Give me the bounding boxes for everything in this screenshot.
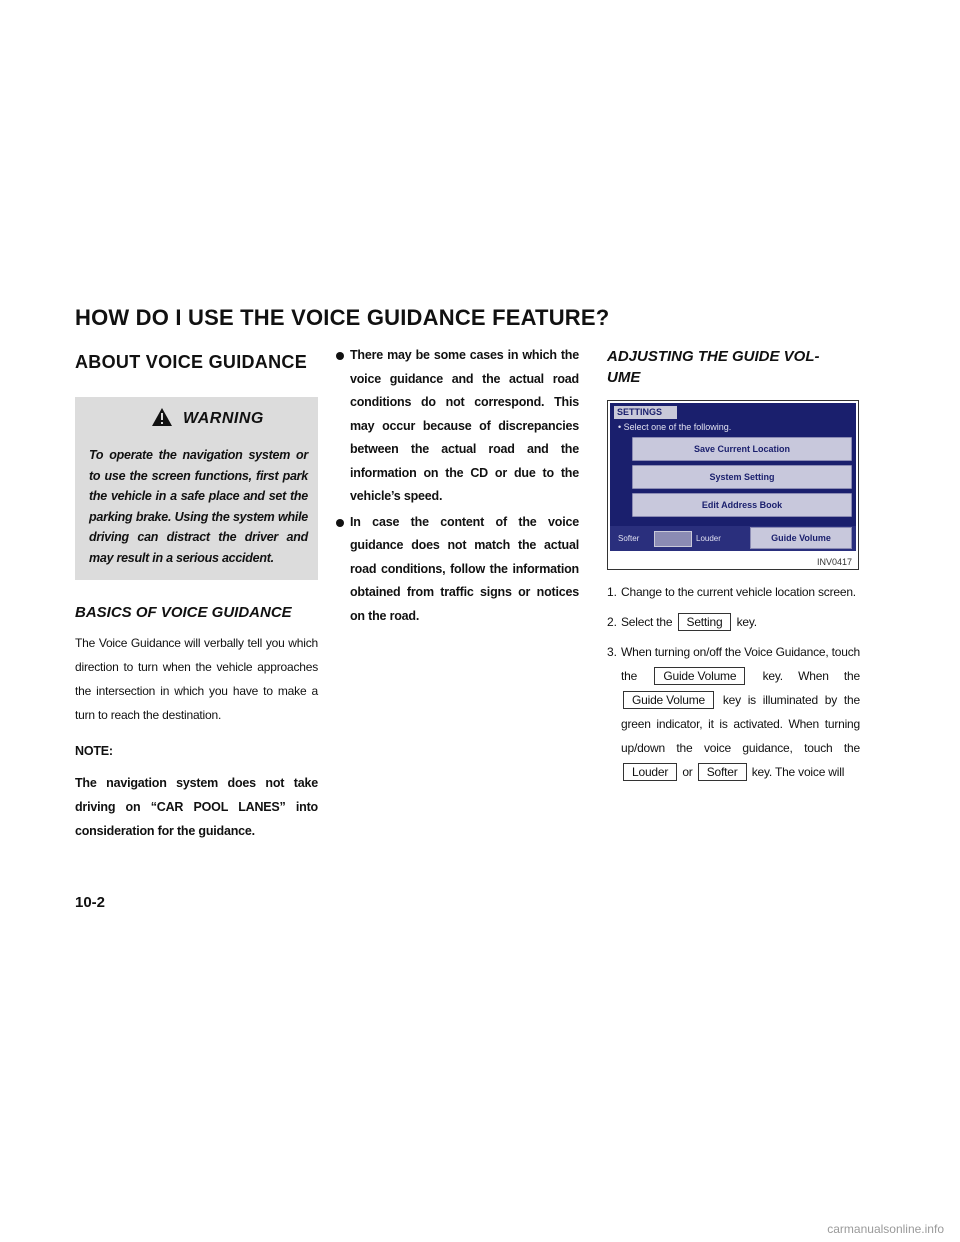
basics-heading: BASICS OF VOICE GUIDANCE <box>75 604 292 621</box>
softer-label: Softer <box>618 534 640 543</box>
louder-key: Louder <box>623 763 677 781</box>
adjusting-heading <box>607 346 860 388</box>
settings-screen-figure <box>607 400 859 570</box>
step-text-part: key. The voice will <box>751 765 845 779</box>
adjusting-heading-line2: UME <box>607 369 641 386</box>
list-item <box>607 610 860 634</box>
screen-subtitle: • Select one of the following. <box>618 422 732 432</box>
note-label: NOTE: <box>75 744 113 758</box>
system-setting-button: System Setting <box>632 465 852 489</box>
screen-header: SETTINGS <box>614 406 677 419</box>
step-number: 2. <box>607 615 618 629</box>
bullet-icon <box>336 519 344 527</box>
column-right <box>607 346 860 790</box>
guide-volume-key: Guide Volume <box>623 691 714 709</box>
warning-text: To operate the navigation system or to use the screen functions, first park the vehicle in a safe place and set the parking brake. Using the system while driving can distract the driver and may result in a serious accident. <box>89 448 308 565</box>
step-number: 1. <box>607 585 618 599</box>
warning-box <box>75 397 318 580</box>
column-middle <box>334 344 579 630</box>
list-item <box>607 580 860 604</box>
step-text-part: or <box>682 765 693 779</box>
step-text-part: key. When the <box>762 669 861 683</box>
guide-volume-key: Guide Volume <box>654 667 745 685</box>
step-text <box>621 640 860 784</box>
section-title: HOW DO I USE THE VOICE GUIDANCE FEATURE? <box>75 305 610 330</box>
step-text: Change to the current vehicle location screen. <box>621 585 856 599</box>
basics-body: The Voice Guidance will verbally tell you which direction to turn when the vehicle approaches the intersection in which you have to make a turn to reach the destination. <box>75 636 318 722</box>
steps-list <box>607 580 860 784</box>
warning-triangle-icon <box>151 407 173 427</box>
edit-address-book-button: Edit Address Book <box>632 493 852 517</box>
about-voice-guidance-heading: ABOUT VOICE GUIDANCE <box>75 352 308 372</box>
list-item <box>607 640 860 784</box>
step-text-part: When turning on/off the Voice Guidance, touch the <box>621 645 860 683</box>
list-item <box>334 344 579 509</box>
softer-key: Softer <box>698 763 747 781</box>
volume-level-icon <box>654 531 692 547</box>
step-number: 3. <box>607 645 618 659</box>
setting-key: Setting <box>678 613 732 631</box>
note-text: The navigation system does not take driving on “CAR POOL LANES” into consideration for the guidance. <box>75 776 318 838</box>
list-item <box>334 511 579 629</box>
watermark: carmanualsonline.info <box>827 1222 944 1236</box>
figure-code: INV0417 <box>816 557 852 567</box>
caution-bullets <box>334 344 579 628</box>
guide-volume-button: Guide Volume <box>750 527 852 549</box>
step-text <box>621 610 860 634</box>
warning-title: WARNING <box>183 410 264 427</box>
louder-label: Louder <box>696 534 721 543</box>
bullet-text: In case the content of the voice guidance does not match the actual road conditions, follow the information obtained from traffic signs or notices on the road. <box>350 514 579 623</box>
warning-header <box>89 407 308 439</box>
step-text-part: key. <box>736 615 757 629</box>
bullet-icon <box>336 352 344 360</box>
step-text-part: Select the <box>621 615 673 629</box>
bullet-text: There may be some cases in which the voice guidance and the actual road conditions do not correspond. This may occur because of discrepancies between the actual road and the information on the CD or due to the vehicle’s speed. <box>350 348 579 503</box>
save-current-location-button: Save Current Location <box>632 437 852 461</box>
settings-screen <box>610 403 856 551</box>
page-number: 10-2 <box>75 894 106 911</box>
column-left <box>75 340 318 843</box>
adjusting-heading-line1: ADJUSTING THE GUIDE VOL- <box>607 348 820 365</box>
step-text-part: key is illuminated by the green indicator, it is activated. When turning up/down the voice guidance, touch the <box>621 693 860 755</box>
